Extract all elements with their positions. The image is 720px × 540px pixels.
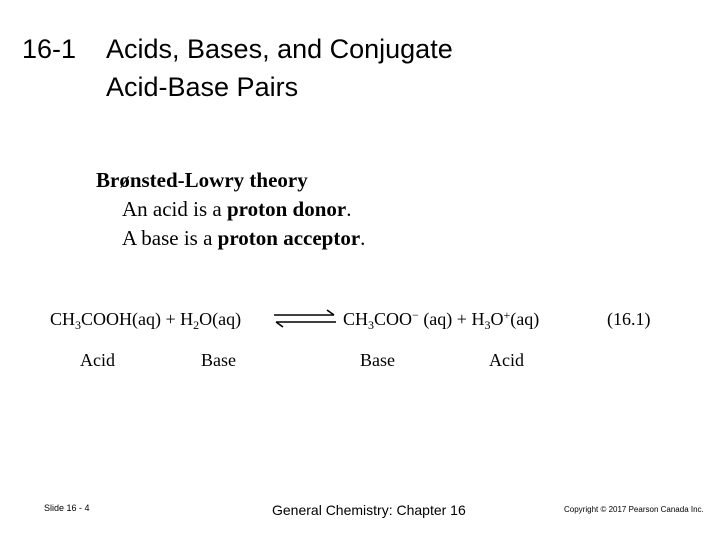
theory-block: [96, 166, 365, 253]
equation-products: $CH_3COO^-$ $(aq) + H_3O^+(aq)$: [343, 308, 540, 332]
acid-def-term: proton donor: [226, 197, 347, 221]
title-line-1: [22, 30, 453, 68]
base-def-term: proton acceptor: [217, 226, 361, 250]
equation-reactants: $CH_3COOH(aq) + H_2O(aq)$: [50, 309, 242, 332]
title-text-1: Acids, Bases, and Conjugate: [106, 34, 453, 64]
acid-def-prefix: An acid is a: [122, 197, 227, 221]
label-base-2: Base: [360, 350, 395, 370]
slide-title: [22, 30, 453, 106]
course-label: General Chemistry: Chapter 16: [272, 502, 466, 518]
copyright: Copyright © 2017 Pearson Canada Inc.: [564, 505, 704, 514]
base-def-prefix: A base is a: [122, 226, 218, 250]
label-acid-2: Acid: [489, 350, 524, 370]
slide-number: Slide 16 - 4: [44, 503, 90, 513]
label-base-1: Base: [201, 350, 236, 370]
base-definition: [96, 224, 365, 253]
acid-definition: [96, 195, 365, 224]
base-def-suffix: .: [360, 226, 366, 250]
acid-def-suffix: .: [346, 197, 352, 221]
equilibrium-arrow-icon: [270, 307, 340, 331]
theory-heading: Brønsted-Lowry theory: [96, 168, 308, 192]
equation-number: (16.1): [607, 309, 651, 329]
label-acid-1: Acid: [80, 350, 115, 370]
title-line-2: Acid-Base Pairs: [106, 72, 299, 102]
section-number: 16-1: [22, 34, 77, 64]
